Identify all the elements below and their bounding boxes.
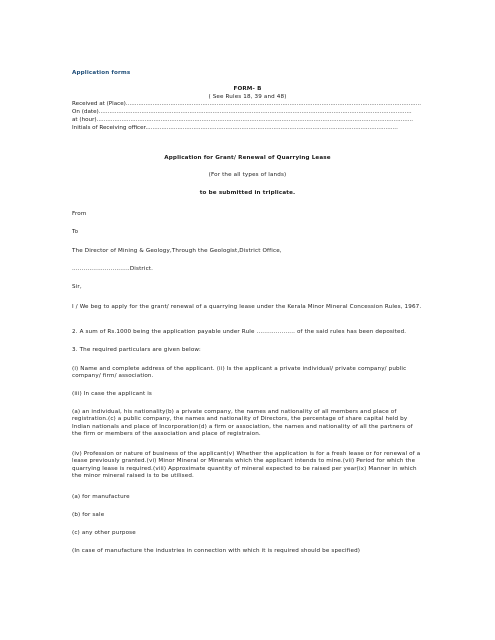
paragraph-7: (iv) Profession or nature of business of the applicant(v) Whether the application is for a fresh lease or for renewal of a lease previously granted.(vi) Minor Mineral or Minerals which the applicant intends to mine.(vii) Period for which the quarrying lease is required.(viii) Approximate quantity of mineral expected to be raised per year(ix) Manner in which the minor mineral raised is to be utilised. [72,451,421,480]
paragraph-1: I / We beg to apply for the grant/ renewal of a quarrying lease under the Kerala Minor Mineral Concession Rules, 1967. [72,304,422,310]
paragraph-3: 3. The required particulars are given below: [72,347,201,353]
application-heading: Application for Grant/ Renewal of Quarrying Lease [164,155,331,161]
field-received-at: Received at (Place)...................................................................................................................................................................... [72,101,422,107]
to-label: To [72,229,79,235]
salutation: Sir, [72,284,82,290]
field-on-date: On (date)................................................................................................................................................................................ [72,109,412,115]
paragraph-4: (i) Name and complete address of the applicant. (ii) Is the applicant a private individual/ private company/ public company/ firm/ association. [72,366,407,380]
paragraph-2: 2. A sum of Rs.1000 being the application payable under Rule .................... of the said rules has been deposited. [72,329,407,335]
form-rules: ( See Rules 18, 39 and 48) [208,94,287,100]
field-at-hour: at (hour).................................................................................................................................................................................. [72,117,414,123]
addressee: The Director of Mining & Geology,Through the Geologist,District Office, [72,248,282,254]
from-label: From [72,211,87,217]
option-c: (c) any other purpose [72,530,136,536]
district-line: ..............................District. [72,266,154,272]
section-heading: Application forms [72,70,131,76]
option-a: (a) for manufacture [72,494,130,500]
application-subheading: (For the all types of lands) [208,172,287,178]
paragraph-5: (iii) In case the applicant is [72,391,152,397]
submission-instruction: to be submitted in triplicate. [199,190,296,196]
field-receiving-officer: Initials of Receiving officer.............................................................................................................................................. [72,125,398,131]
paragraph-8: (In case of manufacture the industries in connection with which it is required should be specified) [72,548,361,554]
paragraph-6: (a) an individual, his nationality(b) a private company, the names and nationality of all members and place of registration.(c) a public company, the names and nationality of Directors, the percentage of share capital held by Indian nationals and place of Incorporation(d) a firm or association, the names and nationality of all the partners of the firm or members of the association and place of registraion. [72,409,413,438]
form-title: FORM- B [233,86,262,92]
option-b: (b) for sale [72,512,105,518]
